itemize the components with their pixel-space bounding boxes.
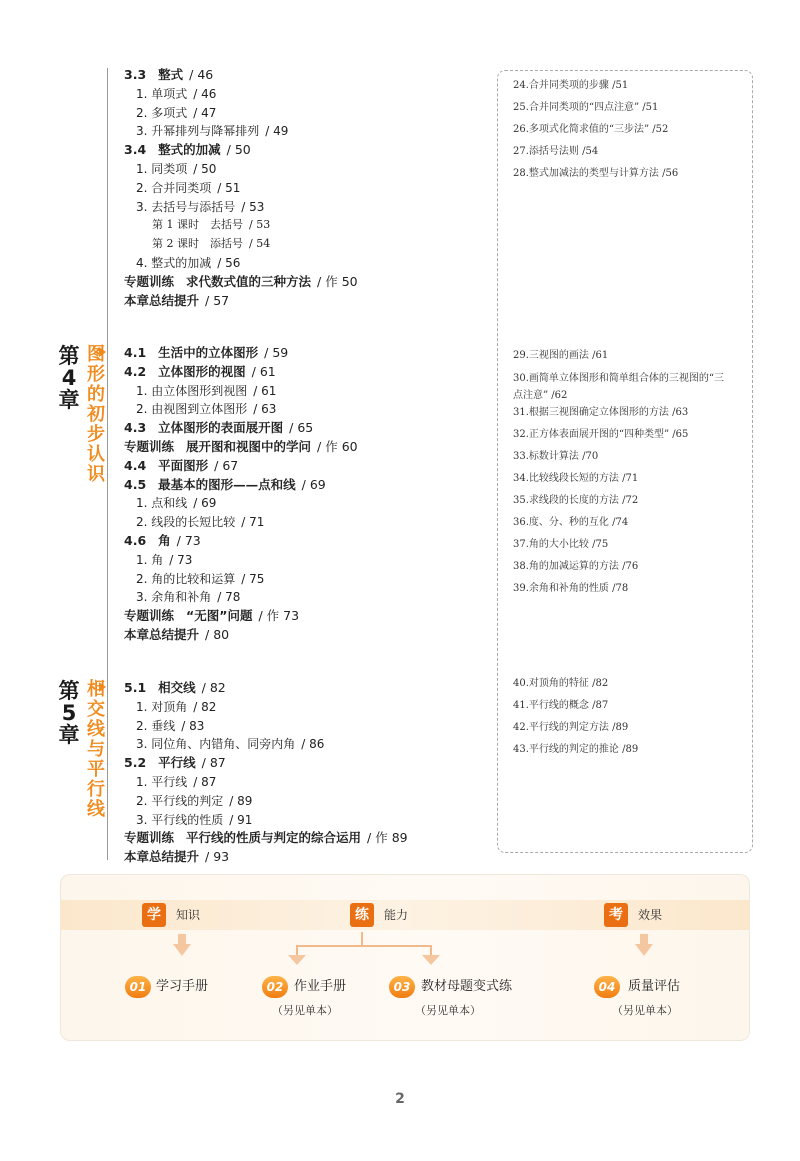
chapter3-entry-2[interactable]	[124, 104, 358, 123]
entry-number: 专题训练	[124, 273, 175, 289]
chapter4-entry-14[interactable]	[124, 607, 358, 626]
chapter4-title	[85, 345, 107, 485]
learn-arrow-shaft	[178, 934, 186, 944]
tip-item[interactable]: 42.平行线的判定方法 /89	[513, 722, 629, 733]
tip-item[interactable]: 26.多项式化简求值的“三步法” /52	[513, 124, 669, 135]
entry-number: 4.2	[124, 363, 147, 379]
tip-item[interactable]: 33.标数计算法 /70	[513, 451, 599, 462]
tip-item[interactable]: 24.合并同类项的步骤 /51	[513, 80, 629, 91]
entry-title: 3. 余角和补角	[136, 590, 212, 605]
chapter3-toc	[124, 66, 358, 310]
entry-page: / 71	[241, 515, 265, 530]
tip-item[interactable]: 37.角的大小比较 /75	[513, 539, 609, 550]
chapter4-title-char: 识	[87, 464, 105, 485]
tip-item[interactable]: 39.余角和补角的性质 /78	[513, 583, 629, 594]
entry-number: 专题训练	[124, 830, 175, 846]
tip-item[interactable]: 27.添括号法则 /54	[513, 146, 599, 157]
entry-page: / 61	[251, 363, 276, 379]
entry-title: 求代数式值的三种方法	[186, 273, 312, 289]
entry-title: 1. 同类项	[136, 161, 188, 176]
chapter5-entry-6[interactable]	[124, 792, 408, 811]
tip-item[interactable]: 28.整式加减法的类型与计算方法 /56	[513, 168, 679, 179]
tip-item[interactable]: 40.对顶角的特征 /82	[513, 678, 609, 689]
entry-page: / 86	[301, 737, 325, 752]
step-01-label: 学习手册	[156, 979, 209, 994]
entry-number: 专题训练	[124, 438, 175, 454]
chapter4-entry-4[interactable]	[124, 419, 358, 438]
entry-page: / 50	[193, 161, 217, 176]
entry-title: 最基本的图形——点和线	[158, 476, 296, 492]
entry-title: 2. 垂线	[136, 718, 176, 733]
chapter5-entry-1[interactable]	[124, 698, 408, 717]
chapter3-entry-11[interactable]	[124, 273, 358, 292]
entry-page: / 82	[193, 699, 217, 714]
chapter3-entry-6[interactable]	[124, 179, 358, 198]
entry-page: / 63	[253, 402, 277, 417]
entry-title: 1. 对顶角	[136, 699, 188, 714]
practice-arrow-right-icon	[422, 955, 440, 965]
step-02-note: （另见单本）	[272, 1004, 338, 1017]
chapter4-entry-3[interactable]	[124, 400, 358, 419]
entry-title: 2. 线段的长短比较	[136, 515, 236, 530]
step-03-number: 03	[389, 976, 415, 998]
entry-number: 3.4	[124, 142, 147, 158]
chapter5-title-char: 平	[87, 759, 105, 780]
chapter4-entry-13[interactable]	[124, 588, 358, 607]
entry-title: 3. 升幂排列与降幂排列	[136, 124, 260, 139]
chapter4-entry-12[interactable]	[124, 570, 358, 589]
entry-page: / 67	[214, 457, 239, 473]
entry-number: 5.1	[124, 680, 147, 695]
entry-title: “无图”问题	[186, 608, 253, 624]
chapter4-entry-15[interactable]	[124, 626, 358, 645]
entry-page: / 87	[201, 755, 226, 771]
entry-number: 5.2	[124, 755, 147, 771]
tip-item[interactable]: 34.比较线段长短的方法 /71	[513, 473, 639, 484]
chapter4-entry-10[interactable]	[124, 532, 358, 551]
entry-title: 2. 由视图到立体图形	[136, 402, 248, 417]
entry-page: / 83	[181, 718, 205, 733]
chapter4-entry-9[interactable]	[124, 513, 358, 532]
entry-number: 4.5	[124, 476, 147, 492]
entry-page: / 75	[241, 571, 265, 586]
entry-number: 3.3	[124, 67, 147, 82]
practice-arrow-left-icon	[288, 955, 306, 965]
chapter4-toc	[124, 344, 358, 645]
chapter4-entry-0[interactable]	[124, 344, 358, 363]
entry-number: 4.1	[124, 345, 147, 360]
chapter3-entry-4[interactable]	[124, 141, 358, 160]
entry-page: / 50	[226, 142, 251, 158]
entry-title: 4. 整式的加减	[136, 255, 212, 270]
entry-title: 第 1 课时 去括号	[152, 218, 243, 232]
learn-badge: 学	[142, 903, 166, 927]
chapter3-entry-10[interactable]	[124, 254, 358, 273]
entry-page: / 80	[205, 626, 230, 642]
entry-title: 1. 点和线	[136, 496, 188, 511]
step-03-note: （另见单本）	[415, 1004, 481, 1017]
chapter5-title-char: 与	[87, 739, 105, 760]
entry-page: / 54	[249, 237, 271, 251]
chapter4-entry-1[interactable]	[124, 363, 358, 382]
chapter5-title	[85, 680, 107, 820]
entry-page: / 69	[193, 496, 217, 511]
entry-title: 3. 同位角、内错角、同旁内角	[136, 737, 296, 752]
entry-title: 1. 单项式	[136, 86, 188, 101]
entry-title: 3. 平行线的性质	[136, 812, 224, 827]
entry-page: / 93	[205, 849, 230, 865]
entry-page: / 46	[189, 67, 214, 82]
chapter3-entry-9[interactable]	[124, 235, 358, 254]
entry-title: 1. 由立体图形到视图	[136, 383, 248, 398]
entry-title: 相交线	[158, 680, 196, 695]
chapter5-entry-5[interactable]	[124, 773, 408, 792]
chapter5-title-char: 相	[87, 679, 105, 700]
entry-title: 3. 去括号与添括号	[136, 199, 236, 214]
tip-item[interactable]: 41.平行线的概念 /87	[513, 700, 609, 711]
chapter4-title-char: 认	[87, 444, 105, 465]
chapter3-entry-5[interactable]	[124, 160, 358, 179]
entry-number: 4.3	[124, 420, 147, 436]
entry-page: / 56	[217, 255, 241, 270]
tip-item[interactable]: 29.三视图的画法 /61	[513, 350, 609, 361]
chapter5-title-char: 交	[87, 699, 105, 720]
entry-title: 平行线	[158, 755, 196, 771]
learn-arrow-icon	[173, 944, 191, 956]
entry-title: 角	[158, 532, 171, 548]
chapter5-number-digit: 5	[61, 701, 77, 725]
chapter4-entry-7[interactable]	[124, 476, 358, 495]
entry-title: 2. 合并同类项	[136, 180, 212, 195]
entry-page: / 87	[193, 774, 217, 789]
entry-page: / 49	[265, 124, 289, 139]
entry-number: 本章总结提升	[124, 292, 200, 308]
chapter5-title-char: 线	[87, 799, 105, 820]
step-01-number: 01	[125, 976, 151, 998]
tip-item[interactable]: 30.画简单立体图形和简单组合体的三视图的“三点注意” /62	[513, 373, 725, 401]
practice-label: 能力	[384, 908, 409, 922]
practice-connector-horizontal	[296, 945, 432, 947]
entry-page: / 61	[253, 383, 277, 398]
chapter5-entry-4[interactable]	[124, 754, 408, 773]
chapter5-toc	[124, 679, 408, 867]
entry-page: / 59	[264, 345, 289, 360]
chapter4-number-digit: 4	[61, 366, 77, 390]
exam-badge: 考	[604, 903, 628, 927]
chapter3-entry-1[interactable]	[124, 85, 358, 104]
tip-item[interactable]: 25.合并同类项的“四点注意” /51	[513, 102, 659, 113]
chapter3-entry-8[interactable]	[124, 216, 358, 235]
entry-page: / 作 73	[258, 608, 300, 624]
learn-label: 知识	[176, 908, 201, 922]
practice-badge: 练	[350, 903, 374, 927]
chapter3-entry-7[interactable]	[124, 198, 358, 217]
step-03-label: 教材母题变式练	[421, 979, 513, 994]
chapter4-title-char: 的	[87, 384, 105, 405]
entry-page: / 69	[301, 476, 326, 492]
exam-label: 效果	[638, 908, 663, 922]
step-02-label: 作业手册	[294, 979, 347, 994]
entry-page: / 作 50	[317, 273, 358, 289]
entry-title: 立体图形的视图	[158, 363, 246, 379]
entry-page: / 65	[289, 420, 314, 436]
entry-title: 整式	[158, 67, 184, 82]
entry-page: / 82	[201, 680, 226, 695]
chapter4-title-char: 初	[87, 404, 105, 425]
entry-page: / 46	[193, 86, 217, 101]
exam-arrow-shaft	[640, 934, 648, 944]
entry-page: / 91	[229, 812, 253, 827]
step-04-number: 04	[594, 976, 620, 998]
chapter4-entry-6[interactable]	[124, 457, 358, 476]
entry-page: / 47	[193, 105, 217, 120]
entry-title: 2. 平行线的判定	[136, 793, 224, 808]
entry-title: 1. 角	[136, 552, 164, 567]
chapter5-entry-3[interactable]	[124, 735, 408, 754]
entry-page: / 73	[169, 552, 193, 567]
chapter4-title-char: 形	[87, 364, 105, 385]
chapter5-title-char: 线	[87, 719, 105, 740]
entry-title: 第 2 课时 添括号	[152, 237, 243, 251]
entry-page: / 53	[241, 199, 265, 214]
tip-item[interactable]: 43.平行线的判定的推论 /89	[513, 744, 639, 755]
chapter4-number: 第	[58, 344, 80, 368]
entry-page: / 89	[229, 793, 253, 808]
chapter4-number-zhang: 章	[58, 388, 80, 412]
entry-number: 4.4	[124, 457, 147, 473]
chapter5-entry-2[interactable]	[124, 717, 408, 736]
entry-page: / 作 89	[367, 830, 408, 846]
chapter4-title-char: 图	[87, 344, 105, 365]
chapter4-entry-2[interactable]	[124, 382, 358, 401]
step-04-note: （另见单本）	[612, 1004, 678, 1017]
chapter4-entry-11[interactable]	[124, 551, 358, 570]
chapter5-entry-0[interactable]	[124, 679, 408, 698]
entry-page: / 73	[176, 532, 201, 548]
entry-page: / 53	[249, 218, 271, 232]
chapter4-entry-5[interactable]	[124, 438, 358, 457]
entry-number: 专题训练	[124, 608, 175, 624]
tips-group-2	[513, 348, 733, 603]
tip-item[interactable]: 32.正方体表面展开图的“四种类型” /65	[513, 429, 689, 440]
chapter5-number: 第	[58, 679, 80, 703]
entry-title: 平行线的性质与判定的综合运用	[186, 830, 362, 846]
chapter5-entry-9[interactable]	[124, 848, 408, 867]
entry-title: 立体图形的表面展开图	[158, 420, 284, 436]
chapter3-entry-0[interactable]	[124, 66, 358, 85]
entry-page: / 51	[217, 180, 241, 195]
chapter5-entry-7[interactable]	[124, 811, 408, 830]
chapter5-arrow-icon	[99, 682, 106, 692]
chapter4-arrow-icon	[99, 347, 106, 357]
tip-item[interactable]: 31.根据三视图确定立体图形的方法 /63	[513, 407, 689, 418]
entry-title: 生活中的立体图形	[158, 345, 259, 360]
exam-arrow-icon	[635, 944, 653, 956]
entry-title: 2. 多项式	[136, 105, 188, 120]
entry-page: / 57	[205, 292, 230, 308]
tip-item[interactable]: 36.度、分、秒的互化 /74	[513, 517, 629, 528]
chapter5-title-char: 行	[87, 779, 105, 800]
entry-number: 本章总结提升	[124, 849, 200, 865]
toc-divider-line	[107, 68, 108, 860]
entry-title: 平面图形	[158, 457, 209, 473]
chapter4-title-char: 步	[87, 424, 105, 445]
entry-title: 展开图和视图中的学问	[186, 438, 312, 454]
tips-group-3	[513, 676, 638, 764]
entry-title: 整式的加减	[158, 142, 221, 158]
entry-page: / 78	[217, 590, 241, 605]
tips-group-1	[513, 78, 678, 188]
tip-item[interactable]: 38.角的加减运算的方法 /76	[513, 561, 639, 572]
chapter5-number-zhang: 章	[58, 723, 80, 747]
page-number: 2	[395, 1091, 405, 1107]
step-04-label: 质量评估	[628, 979, 681, 994]
entry-number: 本章总结提升	[124, 626, 200, 642]
tip-item[interactable]: 35.求线段的长度的方法 /72	[513, 495, 639, 506]
chapter3-entry-3[interactable]	[124, 122, 358, 141]
chapter5-entry-8[interactable]	[124, 829, 408, 848]
entry-title: 2. 角的比较和运算	[136, 571, 236, 586]
practice-connector-vertical	[361, 932, 363, 946]
chapter4-entry-8[interactable]	[124, 494, 358, 513]
entry-page: / 作 60	[317, 438, 358, 454]
step-02-number: 02	[262, 976, 288, 998]
chapter3-entry-12[interactable]	[124, 292, 358, 311]
entry-title: 1. 平行线	[136, 774, 188, 789]
entry-number: 4.6	[124, 532, 147, 548]
